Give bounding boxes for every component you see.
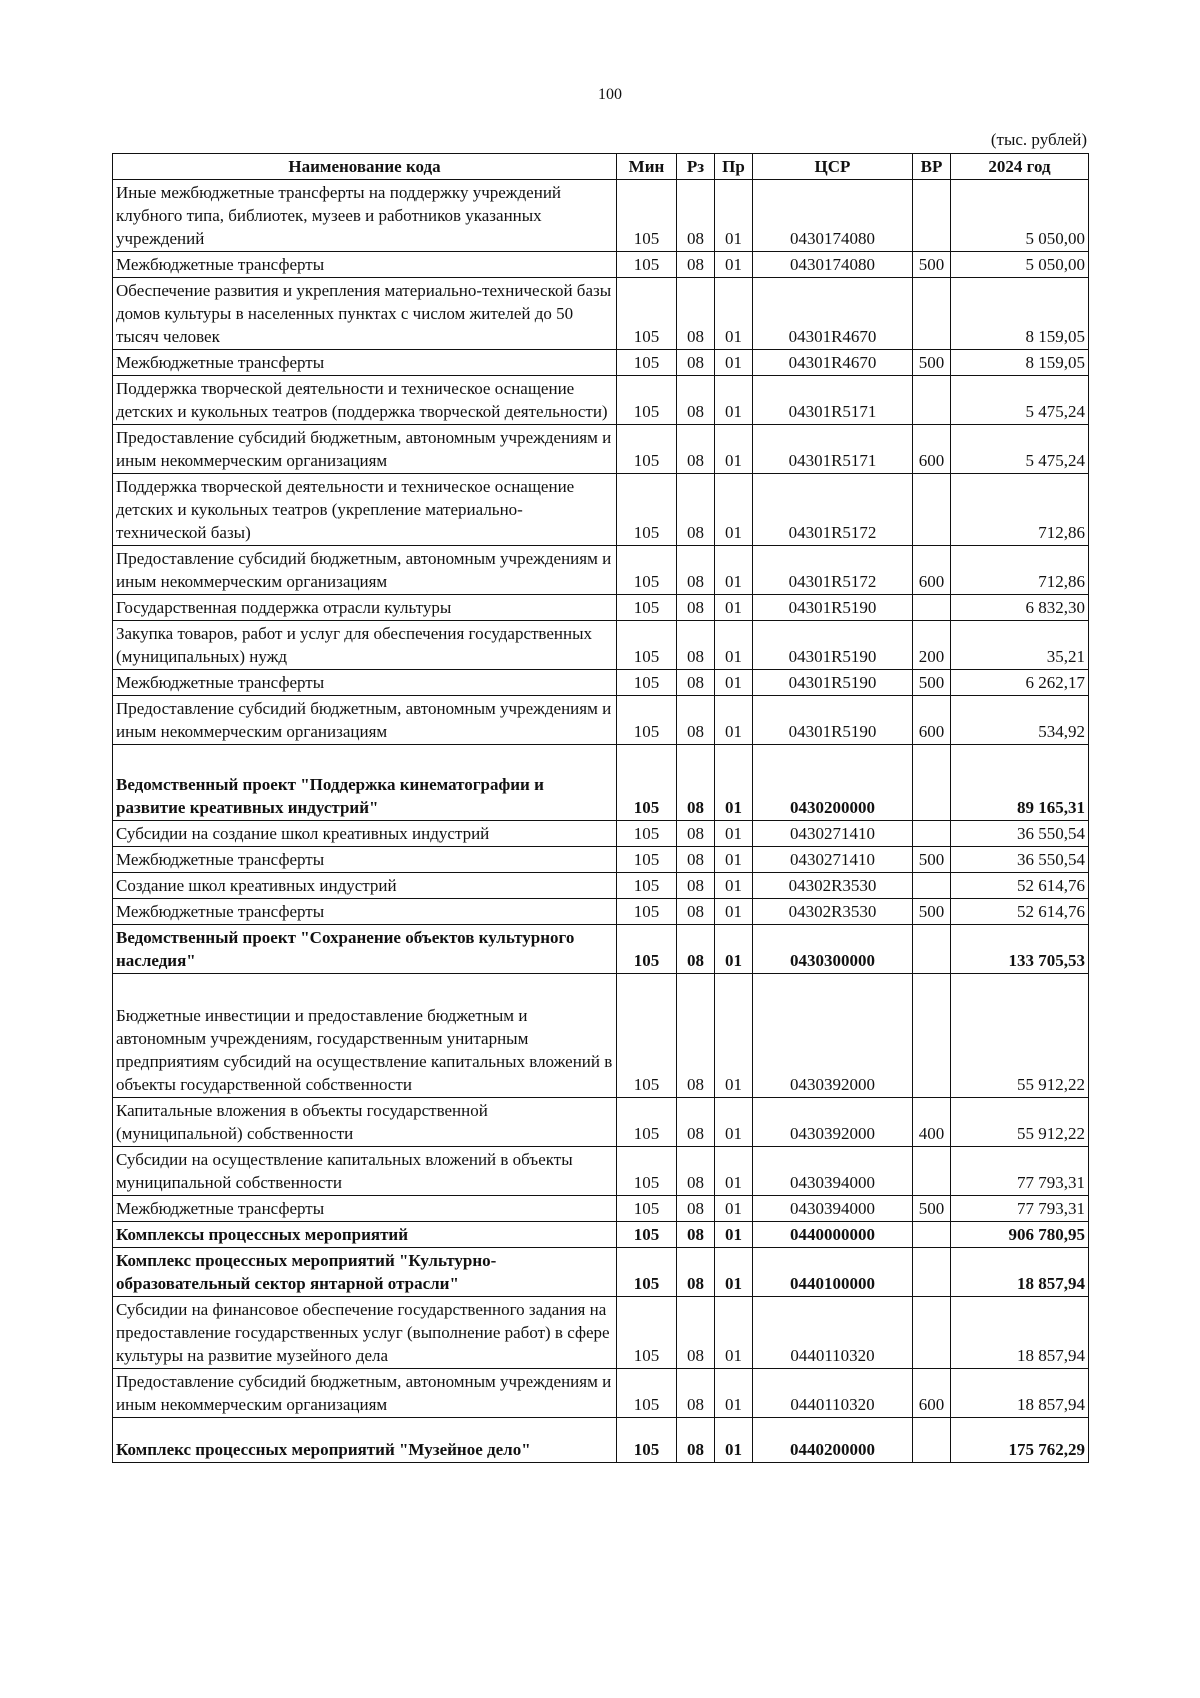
cell-name: Капитальные вложения в объекты государственной (муниципальной) собственности bbox=[113, 1098, 617, 1147]
table-row bbox=[113, 278, 1089, 350]
cell-vr bbox=[913, 180, 951, 252]
cell-rz: 08 bbox=[677, 180, 715, 252]
cell-vr: 500 bbox=[913, 899, 951, 925]
cell-csr: 0430392000 bbox=[753, 1098, 913, 1147]
table-row bbox=[113, 847, 1089, 873]
cell-amount: 52 614,76 bbox=[951, 873, 1089, 899]
cell-amount: 77 793,31 bbox=[951, 1147, 1089, 1196]
cell-pr: 01 bbox=[715, 1369, 753, 1418]
header-vr: ВР bbox=[913, 154, 951, 180]
cell-name: Субсидии на финансовое обеспечение государственного задания на предоставление государственных услуг (выполнение работ) в сфере культуры на развитие музейного дела bbox=[113, 1297, 617, 1369]
cell-name: Ведомственный проект "Сохранение объектов культурного наследия" bbox=[113, 925, 617, 974]
cell-pr: 01 bbox=[715, 899, 753, 925]
cell-csr: 0430300000 bbox=[753, 925, 913, 974]
cell-pr: 01 bbox=[715, 376, 753, 425]
cell-amount: 55 912,22 bbox=[951, 1098, 1089, 1147]
cell-pr: 01 bbox=[715, 1222, 753, 1248]
cell-pr: 01 bbox=[715, 1248, 753, 1297]
cell-amount: 175 762,29 bbox=[951, 1418, 1089, 1463]
header-csr: ЦСР bbox=[753, 154, 913, 180]
cell-rz: 08 bbox=[677, 1222, 715, 1248]
cell-amount: 77 793,31 bbox=[951, 1196, 1089, 1222]
cell-name: Межбюджетные трансферты bbox=[113, 1196, 617, 1222]
cell-min: 105 bbox=[617, 873, 677, 899]
cell-csr: 04301R5172 bbox=[753, 546, 913, 595]
cell-pr: 01 bbox=[715, 696, 753, 745]
cell-name: Иные межбюджетные трансферты на поддержку учреждений клубного типа, библиотек, музеев и работников указанных учреждений bbox=[113, 180, 617, 252]
cell-rz: 08 bbox=[677, 546, 715, 595]
cell-pr: 01 bbox=[715, 821, 753, 847]
table-row bbox=[113, 1297, 1089, 1369]
cell-rz: 08 bbox=[677, 696, 715, 745]
cell-name: Межбюджетные трансферты bbox=[113, 350, 617, 376]
cell-pr: 01 bbox=[715, 1098, 753, 1147]
cell-rz: 08 bbox=[677, 873, 715, 899]
cell-rz: 08 bbox=[677, 925, 715, 974]
table-row bbox=[113, 425, 1089, 474]
cell-pr: 01 bbox=[715, 1196, 753, 1222]
cell-name: Предоставление субсидий бюджетным, автономным учреждениям и иным некоммерческим организациям bbox=[113, 1369, 617, 1418]
page-number: 100 bbox=[598, 86, 622, 103]
cell-pr: 01 bbox=[715, 974, 753, 1098]
cell-min: 105 bbox=[617, 847, 677, 873]
cell-csr: 0430394000 bbox=[753, 1196, 913, 1222]
cell-amount: 89 165,31 bbox=[951, 745, 1089, 821]
cell-min: 105 bbox=[617, 1196, 677, 1222]
table-row bbox=[113, 1222, 1089, 1248]
units-label: (тыс. рублей) bbox=[990, 130, 1087, 149]
table-row bbox=[113, 1248, 1089, 1297]
cell-min: 105 bbox=[617, 1297, 677, 1369]
cell-csr: 0440000000 bbox=[753, 1222, 913, 1248]
cell-rz: 08 bbox=[677, 974, 715, 1098]
cell-pr: 01 bbox=[715, 1297, 753, 1369]
cell-rz: 08 bbox=[677, 1147, 715, 1196]
table-row bbox=[113, 1098, 1089, 1147]
cell-pr: 01 bbox=[715, 745, 753, 821]
cell-name: Обеспечение развития и укрепления материально-технической базы домов культуры в населенных пунктах с числом жителей до 50 тысяч человек bbox=[113, 278, 617, 350]
cell-vr bbox=[913, 745, 951, 821]
cell-pr: 01 bbox=[715, 278, 753, 350]
cell-rz: 08 bbox=[677, 425, 715, 474]
cell-name: Ведомственный проект "Поддержка кинематографии и развитие креативных индустрий" bbox=[113, 745, 617, 821]
cell-vr: 500 bbox=[913, 1196, 951, 1222]
cell-csr: 04301R4670 bbox=[753, 350, 913, 376]
cell-amount: 712,86 bbox=[951, 546, 1089, 595]
cell-min: 105 bbox=[617, 1248, 677, 1297]
cell-name: Предоставление субсидий бюджетным, автономным учреждениям и иным некоммерческим организациям bbox=[113, 425, 617, 474]
cell-name: Субсидии на создание школ креативных индустрий bbox=[113, 821, 617, 847]
cell-csr: 0430271410 bbox=[753, 821, 913, 847]
cell-name: Закупка товаров, работ и услуг для обеспечения государственных (муниципальных) нужд bbox=[113, 621, 617, 670]
cell-vr bbox=[913, 1297, 951, 1369]
cell-name: Комплекс процессных мероприятий "Культурно-образовательный сектор янтарной отрасли" bbox=[113, 1248, 617, 1297]
cell-pr: 01 bbox=[715, 180, 753, 252]
budget-table bbox=[112, 153, 1089, 1463]
cell-vr bbox=[913, 821, 951, 847]
cell-min: 105 bbox=[617, 974, 677, 1098]
cell-amount: 5 050,00 bbox=[951, 180, 1089, 252]
cell-pr: 01 bbox=[715, 546, 753, 595]
cell-min: 105 bbox=[617, 1098, 677, 1147]
cell-csr: 0440110320 bbox=[753, 1297, 913, 1369]
cell-vr: 600 bbox=[913, 1369, 951, 1418]
cell-rz: 08 bbox=[677, 621, 715, 670]
cell-name: Комплексы процессных мероприятий bbox=[113, 1222, 617, 1248]
cell-amount: 133 705,53 bbox=[951, 925, 1089, 974]
cell-csr: 04301R5172 bbox=[753, 474, 913, 546]
cell-name: Предоставление субсидий бюджетным, автономным учреждениям и иным некоммерческим организациям bbox=[113, 696, 617, 745]
cell-pr: 01 bbox=[715, 873, 753, 899]
table-row bbox=[113, 745, 1089, 821]
cell-pr: 01 bbox=[715, 1418, 753, 1463]
cell-min: 105 bbox=[617, 252, 677, 278]
cell-csr: 0440110320 bbox=[753, 1369, 913, 1418]
cell-amount: 712,86 bbox=[951, 474, 1089, 546]
cell-rz: 08 bbox=[677, 821, 715, 847]
header-min: Мин bbox=[617, 154, 677, 180]
table-row bbox=[113, 873, 1089, 899]
cell-min: 105 bbox=[617, 925, 677, 974]
cell-min: 105 bbox=[617, 595, 677, 621]
cell-min: 105 bbox=[617, 1222, 677, 1248]
cell-csr: 04301R5190 bbox=[753, 621, 913, 670]
cell-vr bbox=[913, 1418, 951, 1463]
cell-csr: 0430394000 bbox=[753, 1147, 913, 1196]
cell-min: 105 bbox=[617, 899, 677, 925]
cell-pr: 01 bbox=[715, 595, 753, 621]
cell-csr: 04301R4670 bbox=[753, 278, 913, 350]
cell-pr: 01 bbox=[715, 350, 753, 376]
cell-rz: 08 bbox=[677, 1418, 715, 1463]
cell-rz: 08 bbox=[677, 474, 715, 546]
cell-pr: 01 bbox=[715, 670, 753, 696]
header-rz: Рз bbox=[677, 154, 715, 180]
cell-pr: 01 bbox=[715, 1147, 753, 1196]
cell-rz: 08 bbox=[677, 595, 715, 621]
cell-csr: 04301R5190 bbox=[753, 696, 913, 745]
table-row bbox=[113, 974, 1089, 1098]
table-row bbox=[113, 670, 1089, 696]
cell-rz: 08 bbox=[677, 745, 715, 821]
cell-rz: 08 bbox=[677, 252, 715, 278]
cell-amount: 55 912,22 bbox=[951, 974, 1089, 1098]
cell-min: 105 bbox=[617, 670, 677, 696]
cell-name: Комплекс процессных мероприятий "Музейное дело" bbox=[113, 1418, 617, 1463]
cell-amount: 8 159,05 bbox=[951, 278, 1089, 350]
cell-vr: 400 bbox=[913, 1098, 951, 1147]
cell-csr: 0440200000 bbox=[753, 1418, 913, 1463]
cell-amount: 18 857,94 bbox=[951, 1369, 1089, 1418]
cell-vr bbox=[913, 974, 951, 1098]
cell-vr: 500 bbox=[913, 252, 951, 278]
table-row bbox=[113, 252, 1089, 278]
cell-vr: 500 bbox=[913, 847, 951, 873]
cell-name: Межбюджетные трансферты bbox=[113, 847, 617, 873]
cell-amount: 6 832,30 bbox=[951, 595, 1089, 621]
cell-amount: 18 857,94 bbox=[951, 1248, 1089, 1297]
cell-csr: 0440100000 bbox=[753, 1248, 913, 1297]
cell-rz: 08 bbox=[677, 1297, 715, 1369]
table-row bbox=[113, 821, 1089, 847]
cell-amount: 36 550,54 bbox=[951, 847, 1089, 873]
table-row bbox=[113, 899, 1089, 925]
cell-min: 105 bbox=[617, 821, 677, 847]
cell-rz: 08 bbox=[677, 376, 715, 425]
cell-min: 105 bbox=[617, 745, 677, 821]
cell-csr: 04302R3530 bbox=[753, 873, 913, 899]
cell-name: Поддержка творческой деятельности и техническое оснащение детских и кукольных театров (поддержка творческой деятельности) bbox=[113, 376, 617, 425]
cell-pr: 01 bbox=[715, 474, 753, 546]
cell-vr bbox=[913, 376, 951, 425]
table-row bbox=[113, 546, 1089, 595]
cell-amount: 5 475,24 bbox=[951, 376, 1089, 425]
table-row bbox=[113, 1369, 1089, 1418]
cell-min: 105 bbox=[617, 425, 677, 474]
table-body bbox=[113, 180, 1089, 1463]
cell-csr: 04301R5171 bbox=[753, 376, 913, 425]
cell-vr: 600 bbox=[913, 696, 951, 745]
cell-min: 105 bbox=[617, 180, 677, 252]
table-row bbox=[113, 376, 1089, 425]
cell-name: Межбюджетные трансферты bbox=[113, 670, 617, 696]
table-row bbox=[113, 696, 1089, 745]
cell-csr: 04301R5190 bbox=[753, 595, 913, 621]
cell-rz: 08 bbox=[677, 350, 715, 376]
cell-min: 105 bbox=[617, 621, 677, 670]
table-row bbox=[113, 1418, 1089, 1463]
cell-name: Бюджетные инвестиции и предоставление бюджетным и автономным учреждениям, государственным унитарным предприятиям субсидий на осуществление капитальных вложений в объекты государственной собственности bbox=[113, 974, 617, 1098]
cell-amount: 5 050,00 bbox=[951, 252, 1089, 278]
cell-csr: 04301R5190 bbox=[753, 670, 913, 696]
cell-vr: 600 bbox=[913, 546, 951, 595]
cell-name: Создание школ креативных индустрий bbox=[113, 873, 617, 899]
cell-csr: 0430271410 bbox=[753, 847, 913, 873]
cell-amount: 534,92 bbox=[951, 696, 1089, 745]
cell-pr: 01 bbox=[715, 425, 753, 474]
cell-amount: 906 780,95 bbox=[951, 1222, 1089, 1248]
cell-pr: 01 bbox=[715, 252, 753, 278]
header-pr: Пр bbox=[715, 154, 753, 180]
cell-min: 105 bbox=[617, 278, 677, 350]
cell-vr bbox=[913, 474, 951, 546]
cell-vr: 500 bbox=[913, 670, 951, 696]
cell-csr: 0430174080 bbox=[753, 252, 913, 278]
cell-min: 105 bbox=[617, 376, 677, 425]
cell-rz: 08 bbox=[677, 899, 715, 925]
cell-pr: 01 bbox=[715, 847, 753, 873]
cell-csr: 0430174080 bbox=[753, 180, 913, 252]
cell-amount: 36 550,54 bbox=[951, 821, 1089, 847]
cell-vr bbox=[913, 278, 951, 350]
cell-vr bbox=[913, 873, 951, 899]
header-year: 2024 год bbox=[951, 154, 1089, 180]
cell-vr bbox=[913, 595, 951, 621]
cell-rz: 08 bbox=[677, 1098, 715, 1147]
cell-rz: 08 bbox=[677, 1196, 715, 1222]
cell-rz: 08 bbox=[677, 670, 715, 696]
table-row bbox=[113, 1196, 1089, 1222]
table-row bbox=[113, 621, 1089, 670]
table-row bbox=[113, 1147, 1089, 1196]
table-row bbox=[113, 474, 1089, 546]
cell-name: Межбюджетные трансферты bbox=[113, 899, 617, 925]
cell-min: 105 bbox=[617, 1147, 677, 1196]
table-row bbox=[113, 350, 1089, 376]
cell-rz: 08 bbox=[677, 1369, 715, 1418]
cell-name: Предоставление субсидий бюджетным, автономным учреждениям и иным некоммерческим организациям bbox=[113, 546, 617, 595]
cell-csr: 04301R5171 bbox=[753, 425, 913, 474]
header-name: Наименование кода bbox=[113, 154, 617, 180]
cell-min: 105 bbox=[617, 474, 677, 546]
cell-amount: 35,21 bbox=[951, 621, 1089, 670]
cell-csr: 0430392000 bbox=[753, 974, 913, 1098]
table-header-row bbox=[113, 154, 1089, 180]
cell-name: Государственная поддержка отрасли культуры bbox=[113, 595, 617, 621]
table-row bbox=[113, 180, 1089, 252]
cell-vr bbox=[913, 1222, 951, 1248]
cell-vr: 600 bbox=[913, 425, 951, 474]
cell-rz: 08 bbox=[677, 278, 715, 350]
cell-csr: 04302R3530 bbox=[753, 899, 913, 925]
table-row bbox=[113, 925, 1089, 974]
cell-amount: 18 857,94 bbox=[951, 1297, 1089, 1369]
cell-rz: 08 bbox=[677, 1248, 715, 1297]
table-row bbox=[113, 595, 1089, 621]
cell-amount: 6 262,17 bbox=[951, 670, 1089, 696]
cell-vr bbox=[913, 925, 951, 974]
cell-min: 105 bbox=[617, 546, 677, 595]
cell-pr: 01 bbox=[715, 925, 753, 974]
cell-vr: 200 bbox=[913, 621, 951, 670]
cell-min: 105 bbox=[617, 1369, 677, 1418]
cell-vr bbox=[913, 1248, 951, 1297]
cell-csr: 0430200000 bbox=[753, 745, 913, 821]
cell-amount: 52 614,76 bbox=[951, 899, 1089, 925]
cell-pr: 01 bbox=[715, 621, 753, 670]
cell-min: 105 bbox=[617, 696, 677, 745]
cell-name: Межбюджетные трансферты bbox=[113, 252, 617, 278]
cell-amount: 5 475,24 bbox=[951, 425, 1089, 474]
cell-min: 105 bbox=[617, 350, 677, 376]
cell-vr bbox=[913, 1147, 951, 1196]
cell-rz: 08 bbox=[677, 847, 715, 873]
cell-name: Субсидии на осуществление капитальных вложений в объекты муниципальной собственности bbox=[113, 1147, 617, 1196]
cell-name: Поддержка творческой деятельности и техническое оснащение детских и кукольных театров (укрепление материально-технической базы) bbox=[113, 474, 617, 546]
cell-vr: 500 bbox=[913, 350, 951, 376]
cell-amount: 8 159,05 bbox=[951, 350, 1089, 376]
cell-min: 105 bbox=[617, 1418, 677, 1463]
